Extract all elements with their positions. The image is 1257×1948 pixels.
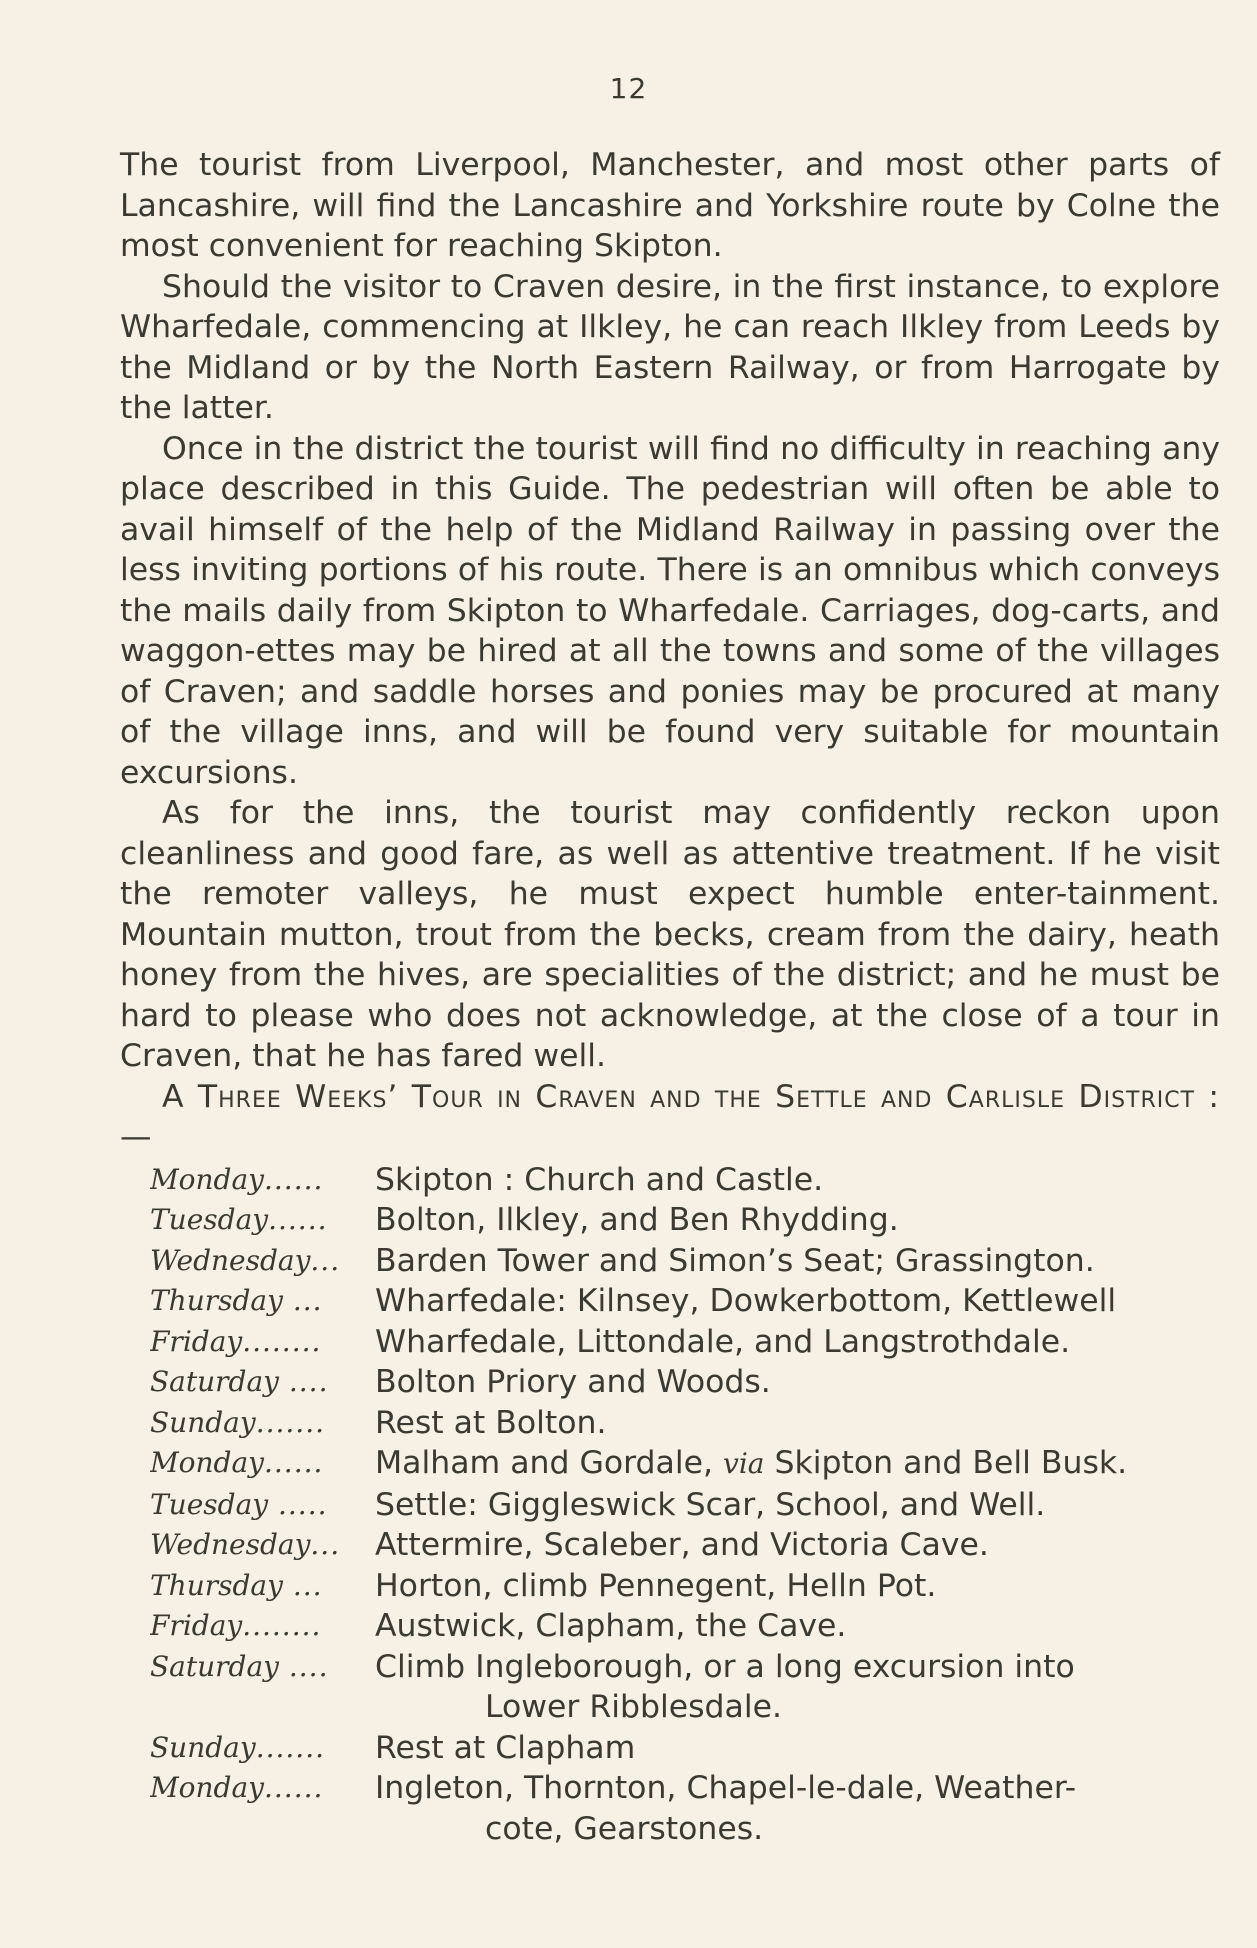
destination: Wharfedale, Littondale, and Langstrothdale.: [375, 1323, 1071, 1360]
day-label: Monday: [150, 1446, 264, 1479]
paragraph: Should the visitor to Craven desire, in the first instance, to explore Wharfedale, commencing at Ilkley, he can reach Ilkley from Leeds by the Midland or by the North Eastern Railway, or from Harrogate by the latter.: [120, 268, 1220, 426]
day-label: Saturday: [150, 1649, 279, 1683]
itinerary-row: [120, 1241, 1220, 1282]
leader-dots: .....: [268, 1487, 328, 1521]
leader-dots: ......: [264, 1446, 324, 1479]
itinerary-row: [120, 1362, 1220, 1403]
leader-dots: ......: [264, 1771, 324, 1804]
leader-dots: ....: [278, 1649, 329, 1683]
destination: Barden Tower and Simon’s Seat; Grassington.: [375, 1242, 1095, 1279]
day-label: Tuesday: [150, 1203, 269, 1236]
day-label: Sunday: [150, 1405, 256, 1439]
itinerary-row: [120, 1606, 1220, 1647]
leader-dots: ........: [242, 1324, 322, 1358]
itinerary-row: [120, 1525, 1220, 1566]
destination: Skipton : Church and Castle.: [375, 1161, 824, 1198]
itinerary-row: [120, 1281, 1220, 1322]
destination: Malham and Gordale, via Skipton and Bell Busk.: [375, 1445, 1128, 1481]
via-word: via: [723, 1447, 765, 1480]
destination: Horton, climb Pennegent, Helln Pot.: [375, 1567, 937, 1604]
day-label: Friday: [150, 1609, 243, 1642]
itinerary-list: [120, 1160, 1220, 1850]
destination: Bolton Priory and Woods.: [375, 1364, 771, 1400]
destination: Rest at Bolton.: [375, 1404, 607, 1441]
itinerary-row: [120, 1647, 1220, 1728]
itinerary-row: [120, 1566, 1220, 1607]
leader-dots: .......: [255, 1730, 325, 1764]
leader-dots: ...: [310, 1528, 341, 1561]
paragraph: As for the inns, the tourist may confidently reckon upon cleanliness and good fare, as well as attentive treatment. If he visit the remoter valleys, he must expect humble enter-tainment. Mountain mutton, trout from the becks, cream from the dairy, heath honey from the hives, are specialities of the district; and he must be hard to please who does not acknowledge, at the close of a tour in Craven, that he has fared well.: [120, 795, 1220, 1074]
destination: Austwick, Clapham, the Cave.: [375, 1608, 847, 1644]
day-label: Thursday: [150, 1568, 283, 1602]
leader-dots: ...: [282, 1284, 323, 1317]
day-label: Saturday: [150, 1365, 279, 1398]
destination: Wharfedale: Kilnsey, Dowkerbottom, Kettlewell: [375, 1283, 1117, 1319]
paragraph: The tourist from Liverpool, Manchester, and most other parts of Lancashire, will find the Lancashire and Yorkshire route by Colne the most convenient for reaching Skipton.: [120, 147, 1220, 264]
destination: Attermire, Scaleber, and Victoria Cave.: [375, 1527, 989, 1563]
day-label: Thursday: [150, 1284, 283, 1317]
page-number: 12: [609, 72, 648, 105]
leader-dots: ...: [310, 1243, 341, 1277]
leader-dots: ....: [278, 1365, 329, 1398]
body-text: [120, 145, 1220, 1849]
day-label: Monday: [150, 1771, 264, 1804]
leader-dots: ........: [242, 1609, 322, 1642]
leader-dots: ......: [264, 1162, 324, 1196]
day-label: Wednesday: [150, 1243, 311, 1277]
destination: Ingleton, Thornton, Chapel-le-dale, Weather- cote, Gearstones.: [375, 1768, 1220, 1849]
itinerary-row: [120, 1403, 1220, 1444]
itinerary-row: [120, 1768, 1220, 1849]
day-label: Monday: [150, 1162, 264, 1196]
itinerary-row: [120, 1200, 1220, 1241]
itinerary-row: [120, 1728, 1220, 1769]
leader-dots: ......: [268, 1203, 328, 1236]
itinerary-row: [120, 1485, 1220, 1526]
destination: Bolton, Ilkley, and Ben Rhydding.: [375, 1202, 899, 1238]
day-label: Friday: [150, 1324, 243, 1358]
leader-dots: ...: [282, 1568, 323, 1602]
itinerary-row: [120, 1443, 1220, 1485]
destination: Climb Ingleborough, or a long excursion into Lower Ribblesdale.: [375, 1647, 1220, 1728]
destination-continuation: Lower Ribblesdale.: [485, 1689, 782, 1725]
destination: Settle: Giggleswick Scar, School, and Well.: [375, 1486, 1046, 1523]
leader-dots: .......: [255, 1405, 325, 1439]
itinerary-row: [120, 1322, 1220, 1363]
tour-heading: A Three Weeks’ Tour in Craven and the Settle and Carlisle District :—: [120, 1078, 1220, 1155]
paragraph: Once in the district the tourist will find no difficulty in reaching any place described in this Guide. The pedestrian will often be able to avail himself of the help of the Midland Railway in passing over the less inviting portions of his route. There is an omnibus which conveys the mails daily from Skipton to Wharfedale. Carriages, dog-carts, and waggon-ettes may be hired at all the towns and some of the villages of Craven; and saddle horses and ponies may be procured at many of the village inns, and will be found very suitable for mountain excursions.: [120, 430, 1220, 791]
itinerary-row: [120, 1160, 1220, 1201]
day-label: Wednesday: [150, 1528, 311, 1561]
destination: Rest at Clapham: [375, 1729, 636, 1766]
destination-continuation: cote, Gearstones.: [485, 1810, 764, 1847]
day-label: Sunday: [150, 1730, 256, 1764]
day-label: Tuesday: [150, 1487, 269, 1521]
